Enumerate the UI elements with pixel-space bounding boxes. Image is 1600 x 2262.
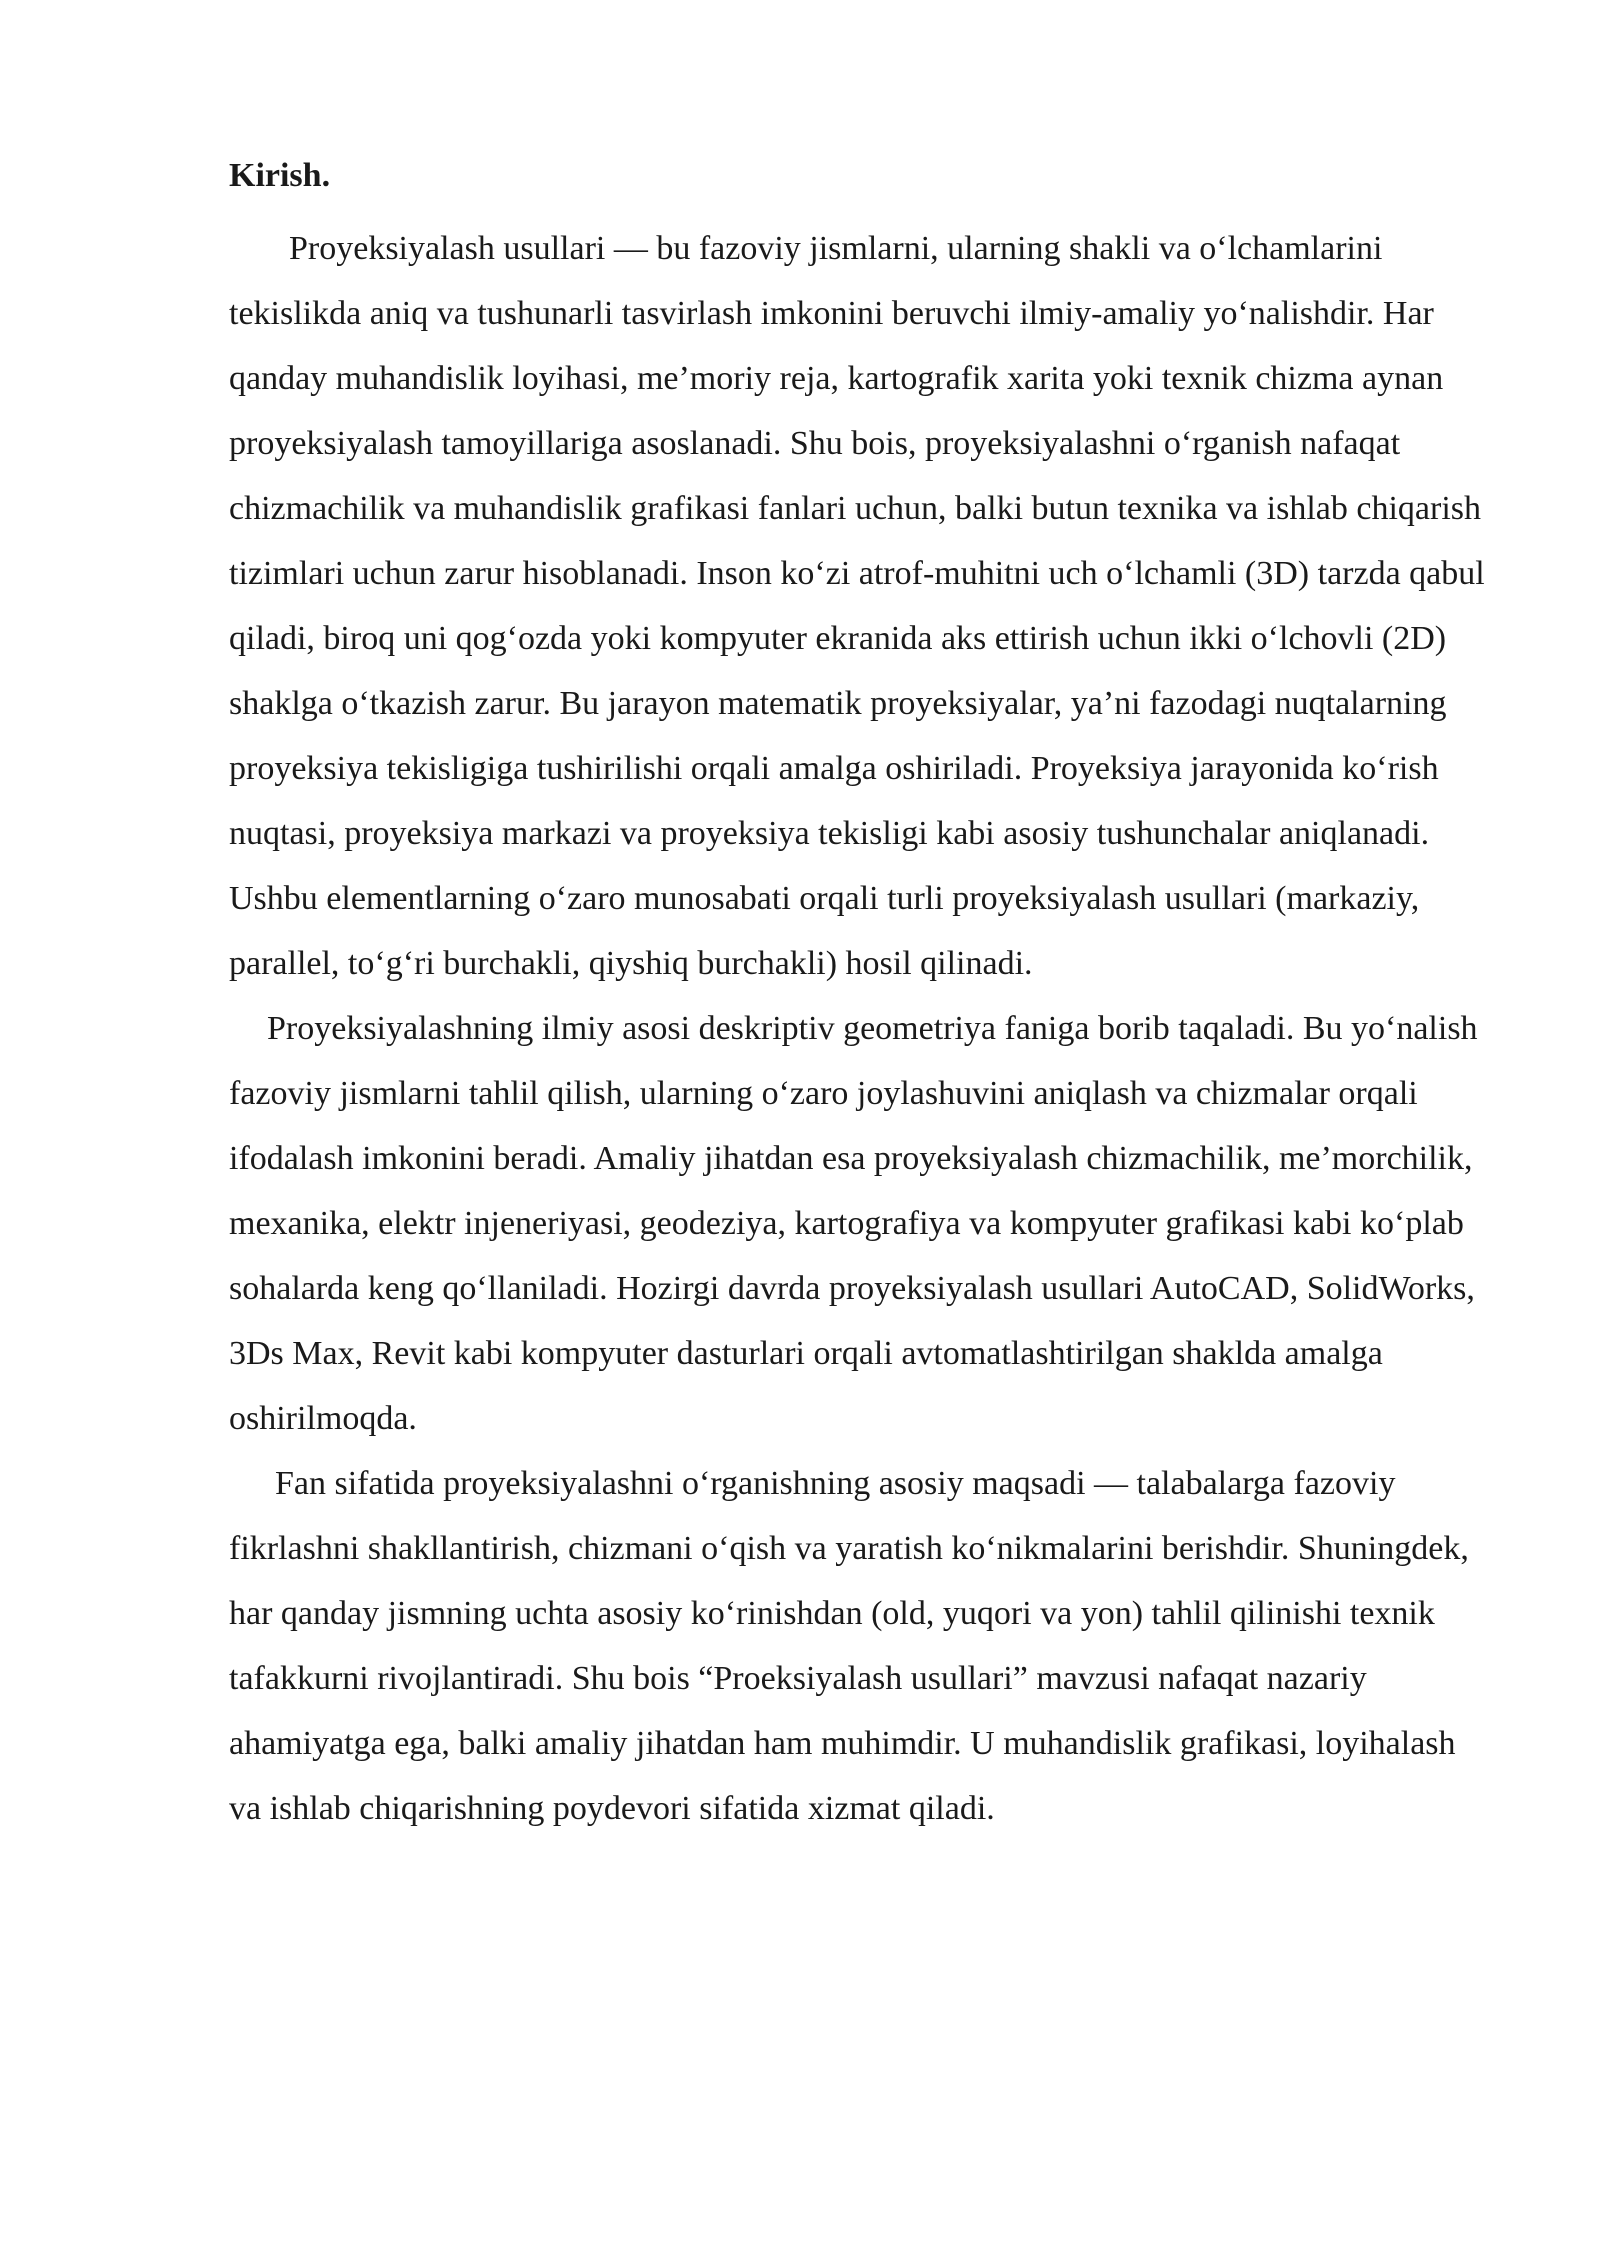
paragraph-goal: Fan sifatida proyeksiyalashni o‘rganishning asosiy maqsadi — talabalarga fazoviy fikrlashni shakllantirish, chizmani o‘qish va yaratish ko‘nikmalarini berishdir. Shuningdek, har qanday jismning uchta asosiy ko‘rinishdan (old, yuqori va yon) tahlil qilinishi texnik tafakkurni rivojlantiradi. Shu bois “Proeksiyalash usullari” mavzusi nafaqat nazariy ahamiyatga ega, balki amaliy jihatdan ham muhimdir. U muhandislik grafikasi, loyihalash va ishlab chiqarishning poydevori sifatida xizmat qiladi. bbox=[229, 1465, 1469, 1827]
document-body bbox=[229, 148, 1489, 1841]
paragraph-scientific-basis: Proyeksiyalashning ilmiy asosi deskriptiv geometriya faniga borib taqaladi. Bu yo‘nalish fazoviy jismlarni tahlil qilish, ularning o‘zaro joylashuvini aniqlash va chizmalar orqali ifodalash imkonini beradi. Amaliy jihatdan esa proyeksiyalash chizmachilik, me’morchilik, mexanika, elektr injeneriyasi, geodeziya, kartografiya va kompyuter grafikasi kabi ko‘plab sohalarda keng qo‘llaniladi. Hozirgi davrda proyeksiyalash usullari AutoCAD, SolidWorks, 3Ds Max, Revit kabi kompyuter dasturlari orqali avtomatlashtirilgan shaklda amalga oshirilmoqda. bbox=[229, 1010, 1478, 1437]
section-heading: Kirish. bbox=[229, 157, 331, 194]
paragraph-intro: Proyeksiyalash usullari — bu fazoviy jismlarni, ularning shakli va o‘lchamlarini tekislikda aniq va tushunarli tasvirlash imkonini beruvchi ilmiy-amaliy yo‘nalishdir. Har qanday muhandislik loyihasi, me’moriy reja, kartografik xarita yoki texnik chizma aynan proyeksiyalash tamoyillariga asoslanadi. Shu bois, proyeksiyalashni o‘rganish nafaqat chizmachilik va muhandislik grafikasi fanlari uchun, balki butun texnika va ishlab chiqarish tizimlari uchun zarur hisoblanadi. Inson ko‘zi atrof-muhitni uch o‘lchamli (3D) tarzda qabul qiladi, biroq uni qog‘ozda yoki kompyuter ekranida aks ettirish uchun ikki o‘lchovli (2D) shaklga o‘tkazish zarur. Bu jarayon matematik proyeksiyalar, ya’ni fazodagi nuqtalarning proyeksiya tekisligiga tushirilishi orqali amalga oshiriladi. Proyeksiya jarayonida ko‘rish nuqtasi, proyeksiya markazi va proyeksiya tekisligi kabi asosiy tushunchalar aniqlanadi. Ushbu elementlarning o‘zaro munosabati orqali turli proyeksiyalash usullari (markaziy, parallel, to‘g‘ri burchakli, qiyshiq burchakli) hosil qilinadi. bbox=[229, 230, 1485, 982]
